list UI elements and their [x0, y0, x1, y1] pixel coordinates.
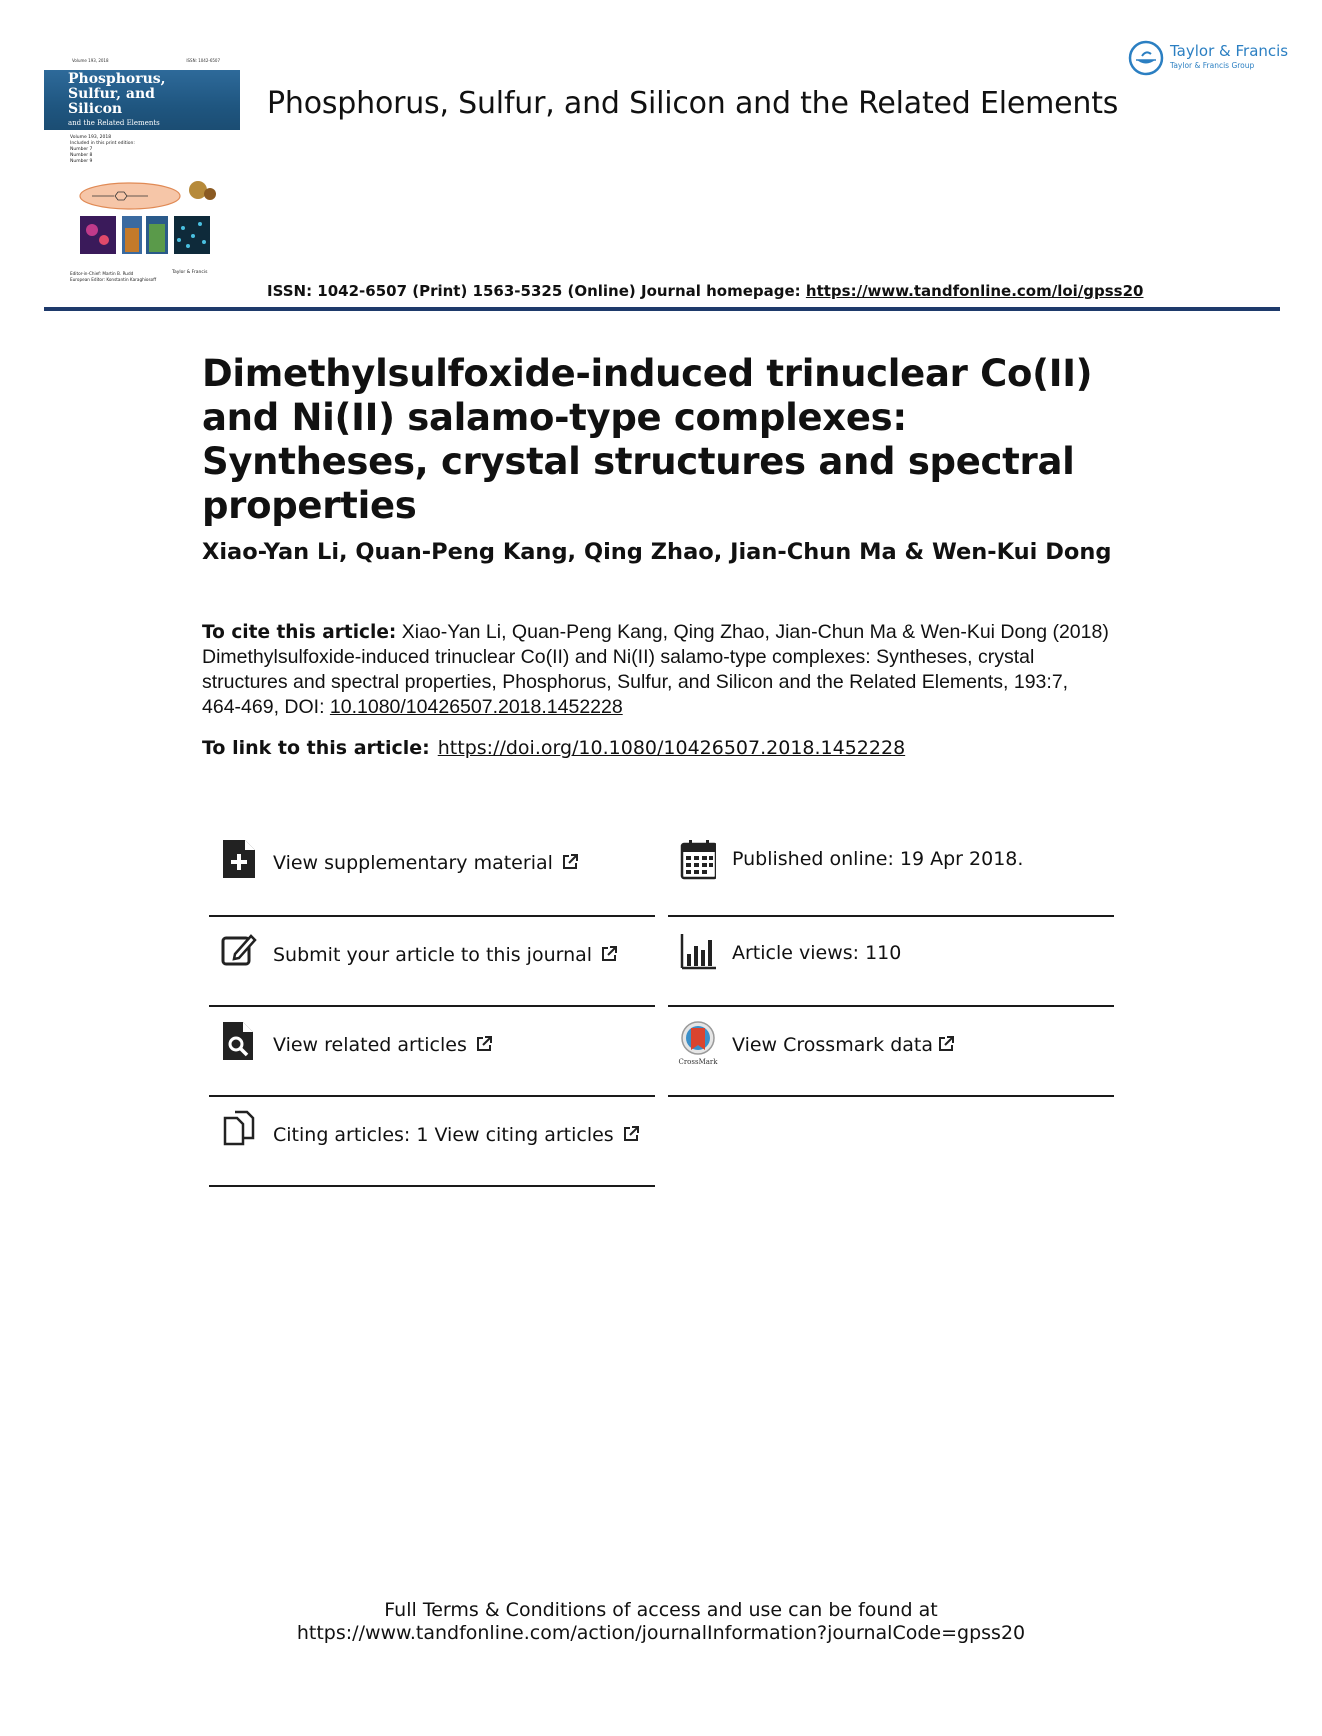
external-link-icon	[937, 1035, 955, 1053]
issn-line	[267, 282, 1144, 300]
article-title: Dimethylsulfoxide-induced trinuclear Co(II) and Ni(II) salamo-type complexes: Syntheses, crystal structures and spectral properties	[202, 352, 1093, 527]
journal-homepage-link[interactable]: https://www.tandfonline.com/loi/gpss20	[805, 282, 1144, 300]
bar-chart-icon	[680, 930, 716, 972]
cite-doi-link[interactable]: 10.1080/10426507.2018.1452228	[329, 696, 623, 718]
header-divider	[44, 307, 1280, 311]
cover-subtitle: and the Related Elements	[68, 119, 160, 127]
views-label: Article views: 110	[732, 942, 902, 964]
cite-label: To cite this article:	[202, 622, 397, 643]
cover-publisher: Taylor & Francis	[172, 270, 208, 275]
article-link-line	[202, 737, 905, 759]
external-link-icon	[622, 1125, 640, 1143]
grid-divider	[668, 1095, 1114, 1097]
citation-block	[202, 620, 1112, 720]
article-doi-link[interactable]: https://doi.org/10.1080/10426507.2018.1452228	[437, 737, 906, 759]
grid-divider	[668, 1005, 1114, 1007]
edit-icon	[221, 930, 257, 972]
cover-editors: Editor-in-Chief: Martin B. Rudd European Editor: Konstantin Karaghiosoff	[70, 271, 157, 282]
publisher-group: Taylor & Francis Group	[1170, 61, 1255, 70]
external-link-icon	[561, 853, 579, 871]
submit-label: Submit your article to this journal	[273, 944, 593, 966]
supplementary-label: View supplementary material	[273, 852, 553, 874]
cite-text: Xiao-Yan Li, Quan-Peng Kang, Qing Zhao, Jian-Chun Ma & Wen-Kui Dong (2018) Dimethylsulfoxide-induced trinuclear Co(II) and Ni(II) salamo-type complexes: Syntheses, crystal structures and spectral properties, Phosphorus, Sulfur, and Silicon and the Related Elements, 193:7, 464-469, DOI:	[202, 621, 1109, 718]
external-link-icon	[475, 1035, 493, 1053]
calendar-icon	[680, 838, 716, 880]
copy-documents-icon	[221, 1110, 257, 1152]
cover-title: Phosphorus, Sulfur, and Silicon	[68, 71, 166, 117]
journal-cover-thumbnail	[44, 58, 240, 286]
terms-footer	[0, 1599, 1322, 1645]
citing-label: Citing articles: 1 View citing articles	[273, 1124, 614, 1146]
grid-divider	[209, 915, 655, 917]
crossmark-icon	[678, 1020, 718, 1066]
publisher-name: Taylor & Francis	[1170, 42, 1289, 60]
cover-issue-info: Volume 193, 2018 Included in this print edition: Number 7 Number 8 Number 9	[70, 135, 135, 164]
footer-line1: Full Terms & Conditions of access and use can be found at	[384, 1599, 938, 1621]
published-label: Published online: 19 Apr 2018.	[732, 848, 1024, 870]
crossmark-label: View Crossmark data	[732, 1034, 934, 1056]
svg-text:CrossMark: CrossMark	[678, 1058, 718, 1066]
taylor-francis-logo-icon	[1128, 40, 1164, 76]
article-authors: Xiao-Yan Li, Quan-Peng Kang, Qing Zhao, Jian-Chun Ma & Wen-Kui Dong	[202, 539, 1112, 565]
cover-issn: ISSN: 1042-6507	[186, 58, 220, 63]
journal-title: Phosphorus, Sulfur, and Silicon and the Related Elements	[267, 86, 1119, 121]
search-document-icon	[221, 1020, 257, 1062]
issn-text: ISSN: 1042-6507 (Print) 1563-5325 (Online) Journal homepage:	[267, 282, 806, 300]
link-label: To link to this article:	[202, 737, 430, 759]
grid-divider	[209, 1185, 655, 1187]
related-label: View related articles	[273, 1034, 467, 1056]
cover-artwork	[78, 180, 228, 258]
footer-terms-url[interactable]: https://www.tandfonline.com/action/journalInformation?journalCode=gpss20	[296, 1622, 1026, 1644]
external-link-icon	[600, 945, 618, 963]
cover-volume: Volume 193, 2018	[72, 58, 109, 63]
grid-divider	[668, 915, 1114, 917]
grid-divider	[209, 1095, 655, 1097]
publisher-logo[interactable]	[1128, 40, 1298, 76]
grid-divider	[209, 1005, 655, 1007]
file-plus-icon	[221, 838, 257, 880]
